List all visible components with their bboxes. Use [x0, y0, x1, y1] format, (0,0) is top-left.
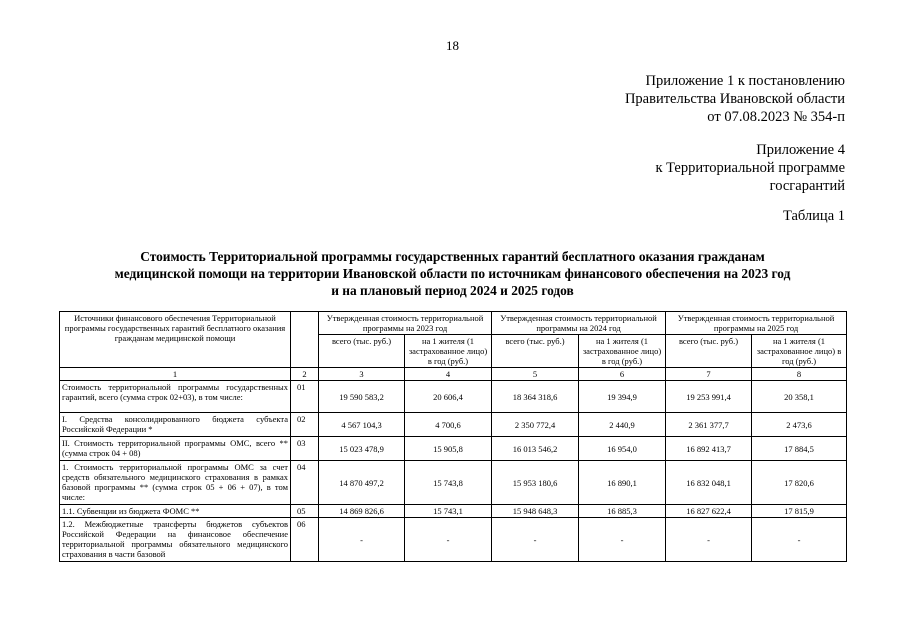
cell-value: - [492, 518, 579, 562]
cell-value: - [319, 518, 405, 562]
cell-value: 15 948 648,3 [492, 505, 579, 518]
cell-value: 18 364 318,6 [492, 381, 579, 413]
annex-4-line: Приложение 4 [756, 142, 845, 158]
row-code: 06 [291, 518, 319, 562]
header-source: Источники финансового обеспечения Территориальной программы государственных гарантий бесплатного оказания гражданам медицинской помощи [60, 312, 291, 368]
column-number: 6 [579, 368, 666, 381]
cell-value: 2 361 377,7 [666, 413, 752, 437]
header-per-capita: на 1 жителя (1 застрахованное лицо) в год (руб.) [752, 335, 847, 368]
cell-value: 16 832 048,1 [666, 461, 752, 505]
header-total: всего (тыс. руб.) [492, 335, 579, 368]
cell-value: 15 743,1 [405, 505, 492, 518]
header-year-2025: Утвержденная стоимость территориальной программы на 2025 год [666, 312, 847, 335]
page-number: 18 [446, 38, 459, 53]
cell-value: - [752, 518, 847, 562]
column-number: 7 [666, 368, 752, 381]
row-label: 1.1. Субвенции из бюджета ФОМС ** [60, 505, 291, 518]
cell-value: 2 350 772,4 [492, 413, 579, 437]
header-code [291, 312, 319, 368]
column-number: 4 [405, 368, 492, 381]
annex-1-line: от 07.08.2023 № 354-п [707, 109, 845, 125]
header-total: всего (тыс. руб.) [666, 335, 752, 368]
table-row [60, 381, 847, 413]
cell-value: 4 567 104,3 [319, 413, 405, 437]
title-line: Стоимость Территориальной программы государственных гарантий бесплатного оказания гражданам [140, 249, 765, 264]
title-line: и на плановый период 2024 и 2025 годов [331, 283, 574, 298]
title-line: медицинской помощи на территории Ивановской области по источникам финансового обеспечения на 2023 год [114, 266, 791, 281]
row-label: Стоимость территориальной программы государственных гарантий, всего (сумма строк 02+03), в том числе: [60, 381, 291, 413]
column-number: 2 [291, 368, 319, 381]
annex-4-block [655, 141, 845, 195]
table-label: Таблица 1 [782, 208, 845, 224]
header-per-capita: на 1 жителя (1 застрахованное лицо) в год (руб.) [405, 335, 492, 368]
header-per-capita: на 1 жителя (1 застрахованное лицо) в год (руб.) [579, 335, 666, 368]
cell-value: 16 890,1 [579, 461, 666, 505]
cell-value: 15 743,8 [405, 461, 492, 505]
cell-value: 16 885,3 [579, 505, 666, 518]
cell-value: 20 606,4 [405, 381, 492, 413]
row-code: 04 [291, 461, 319, 505]
annex-4-line: к Территориальной программе [655, 160, 845, 176]
cell-value: 17 820,6 [752, 461, 847, 505]
annex-1-line: Правительства Ивановской области [624, 91, 845, 107]
cell-value: 19 253 991,4 [666, 381, 752, 413]
row-label: I. Средства консолидированного бюджета субъекта Российской Федерации * [60, 413, 291, 437]
column-number: 3 [319, 368, 405, 381]
row-code: 03 [291, 437, 319, 461]
row-label: II. Стоимость территориальной программы ОМС, всего ** (сумма строк 04 + 08) [60, 437, 291, 461]
cell-value: 16 892 413,7 [666, 437, 752, 461]
cell-value: 17 815,9 [752, 505, 847, 518]
cell-value: 2 473,6 [752, 413, 847, 437]
cell-value: 15 023 478,9 [319, 437, 405, 461]
column-number: 5 [492, 368, 579, 381]
annex-4-line: госгарантий [769, 178, 845, 194]
cell-value: 16 954,0 [579, 437, 666, 461]
cell-value: 2 440,9 [579, 413, 666, 437]
table-row [60, 461, 847, 505]
row-code: 02 [291, 413, 319, 437]
table-row [60, 518, 847, 562]
cell-value: 19 590 583,2 [319, 381, 405, 413]
table-row [60, 505, 847, 518]
cell-value: 19 394,9 [579, 381, 666, 413]
cell-value: 15 953 180,6 [492, 461, 579, 505]
row-label: 1. Стоимость территориальной программы ОМС за счет средств обязательного медицинского страхования в рамках базовой программы ** (сумма строк 05 + 06 + 07), в том числе: [60, 461, 291, 505]
cell-value: 16 013 546,2 [492, 437, 579, 461]
cell-value: - [405, 518, 492, 562]
row-code: 01 [291, 381, 319, 413]
financing-table [59, 311, 847, 562]
cell-value: 14 870 497,2 [319, 461, 405, 505]
column-number: 8 [752, 368, 847, 381]
cell-value: 14 869 826,6 [319, 505, 405, 518]
cell-value: 20 358,1 [752, 381, 847, 413]
cell-value: 15 905,8 [405, 437, 492, 461]
cell-value: - [666, 518, 752, 562]
row-label: 1.2. Межбюджетные трансферты бюджетов субъектов Российской Федерации на финансовое обеспечение территориальной программы обязательного медицинского страхования в части базовой [60, 518, 291, 562]
table-row [60, 437, 847, 461]
cell-value: 16 827 622,4 [666, 505, 752, 518]
column-number-row [60, 368, 847, 381]
cell-value: 17 884,5 [752, 437, 847, 461]
header-year-2023: Утвержденная стоимость территориальной программы на 2023 год [319, 312, 492, 335]
annex-1-block [625, 72, 845, 126]
annex-1-line: Приложение 1 к постановлению [645, 73, 845, 89]
document-title [60, 248, 845, 299]
row-code: 05 [291, 505, 319, 518]
cell-value: - [579, 518, 666, 562]
header-total: всего (тыс. руб.) [319, 335, 405, 368]
column-number: 1 [60, 368, 291, 381]
table-row [60, 413, 847, 437]
header-year-2024: Утвержденная стоимость территориальной программы на 2024 год [492, 312, 666, 335]
cell-value: 4 700,6 [405, 413, 492, 437]
